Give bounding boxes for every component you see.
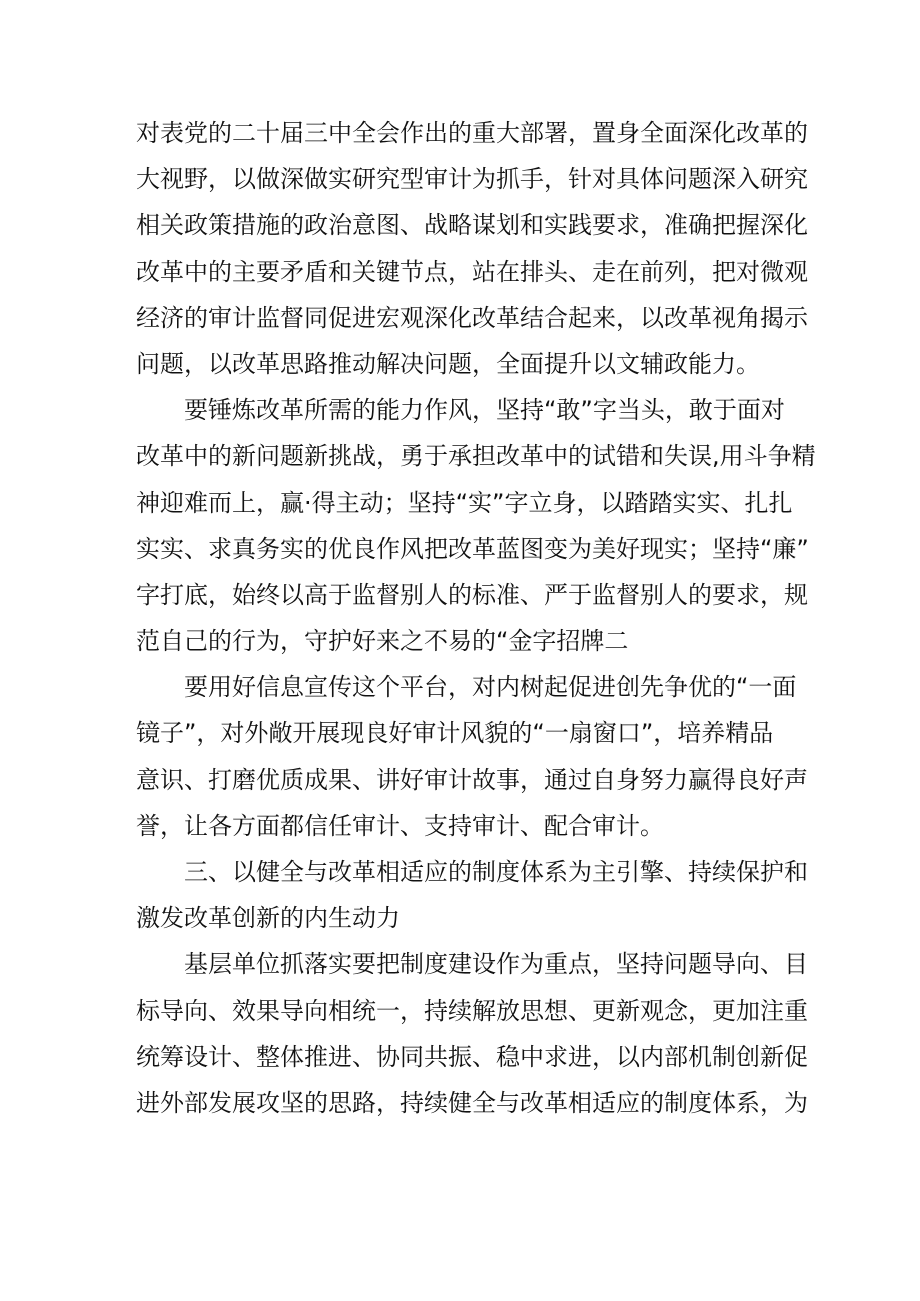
- paragraph-first-line: 基层单位抓落实要把制度建设作为重点，坚持问题导向、目: [184, 950, 808, 979]
- paragraph-first-line: 要锤炼改革所需的能力作风，坚持“敢”字当头，敢于面对: [184, 396, 785, 425]
- text-line: 神迎难而上，赢·得主动；坚持“实”字立身，以踏踏实实、扎扎: [136, 488, 793, 517]
- text-line: 意识、打磨优质成果、讲好审计故事，通过自身努力赢得良好声: [136, 765, 808, 794]
- text-line: 誉，让各方面都信任审计、支持审计、配合审计。: [136, 811, 664, 840]
- text-line: 统筹设计、整体推进、协同共振、稳中求进，以内部机制创新促: [136, 1042, 808, 1071]
- text-line: 大视野，以做深做实研究型审计为抓手，针对具体问题深入研究: [136, 165, 808, 194]
- text-line: 范自己的行为，守护好来之不易的“金字招牌二: [136, 627, 629, 656]
- text-line: 问题，以改革思路推动解决问题，全面提升以文辅政能力。: [136, 349, 760, 378]
- text-line: 字打底，始终以高于监督别人的标准、严于监督别人的要求，规: [136, 580, 808, 609]
- text-line: 进外部发展攻坚的思路，持续健全与改革相适应的制度体系，为: [136, 1088, 808, 1117]
- paragraph-first-line: 要用好信息宣传这个平台，对内树起促进创先争优的“一面: [184, 673, 797, 702]
- body-text: [136, 110, 816, 1126]
- section-heading-continued: 激发改革创新的内生动力: [136, 904, 400, 933]
- text-line: 改革中的新问题新挑战，勇于承担改革中的试错和失误,用斗争精: [136, 442, 816, 471]
- text-line: 相关政策措施的政治意图、战略谋划和实践要求，准确把握深化: [136, 211, 808, 240]
- text-line: 实实、求真务实的优良作风把改革蓝图变为美好现实；坚持“廉”: [136, 534, 809, 563]
- text-line: 经济的审计监督同促进宏观深化改革结合起来，以改革视角揭示: [136, 303, 808, 332]
- text-line: 对表党的二十届三中全会作出的重大部署，置身全面深化改革的: [136, 119, 808, 147]
- section-heading: 三、以健全与改革相适应的制度体系为主引擎、持续保护和: [184, 858, 808, 886]
- text-line: 改革中的主要矛盾和关键节点，站在排头、走在前列，把对微观: [136, 257, 808, 286]
- text-line: 标导向、效果导向相统一，持续解放思想、更新观念，更加注重: [136, 996, 808, 1025]
- text-line: 镜子”，对外敞开展现良好审计风貌的“一扇窗口”，培养精品: [136, 719, 774, 748]
